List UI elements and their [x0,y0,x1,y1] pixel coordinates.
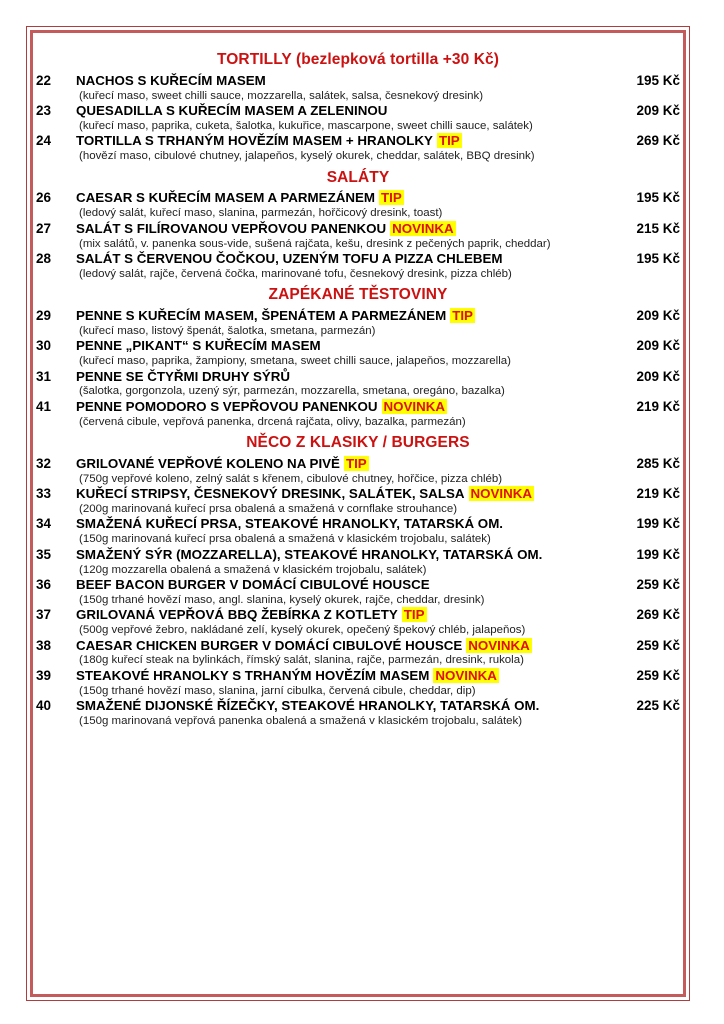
menu-item-name: QUESADILLA S KUŘECÍM MASEM A ZELENINOU [76,103,388,119]
menu-item-badge: NOVINKA [383,398,446,414]
menu-item [36,190,680,220]
menu-item-number: 32 [36,455,52,471]
menu-item-name-wrap [76,338,626,354]
menu-item-title-row [36,577,680,593]
menu-item-name: SMAŽENÝ SÝR (MOZZARELLA), STEAKOVÉ HRANOLKY, TATARSKÁ OM. [76,546,543,562]
menu-item-title-row [36,638,680,654]
menu-item-price: 215 Kč [636,220,680,236]
menu-item-title-row [36,190,680,206]
menu-item-name-wrap [76,251,626,267]
menu-item-badge: NOVINKA [435,667,497,683]
menu-item-name: GRILOVANÉ VEPŘOVÉ KOLENO NA PIVĚ [76,455,340,471]
menu-item-name: PENNE POMODORO S VEPŘOVOU PANENKOU [76,398,378,414]
menu-item-name-wrap [76,221,626,237]
menu-item-name: SALÁT S FILÍROVANOU VEPŘOVOU PANENKOU [76,220,387,236]
menu-item-name: SMAŽENÉ DIJONSKÉ ŘÍZEČKY, STEAKOVÉ HRANOLKY, TATARSKÁ OM. [76,698,540,714]
menu-item-number: 30 [36,338,52,354]
menu-item-number: 35 [36,546,52,562]
menu-item-name-wrap [76,399,626,415]
menu-item-price: 199 Kč [636,546,680,562]
menu-item-name-wrap [76,547,626,563]
menu-item-title-row [36,516,680,532]
menu-item [36,338,680,368]
menu-item [36,308,680,338]
menu-item-title-row [36,668,680,684]
menu-item-description: (180g kuřecí steak na bylinkách, římský salát, slanina, rajče, parmezán, dresink, rukola) [79,654,524,667]
menu-item-name-wrap [76,698,626,714]
menu-item-name: SMAŽENÁ KUŘECÍ PRSA, STEAKOVÉ HRANOLKY, TATARSKÁ OM. [76,516,504,532]
menu-item-number: 41 [36,398,52,414]
menu-item-name: CAESAR CHICKEN BURGER V DOMÁCÍ CIBULOVÉ HOUSCE [76,637,463,653]
menu-item-name: STEAKOVÉ HRANOLKY S TRHANÝM HOVĚZÍM MASEM [76,667,430,683]
menu-item-name: GRILOVANÁ VEPŘOVÁ BBQ ŽEBÍRKA Z KOTLETY [76,607,398,623]
menu-item [36,516,680,546]
menu-item [36,698,680,728]
menu-item-number: 38 [36,637,52,653]
menu-item-description: (kuřecí maso, sweet chilli sauce, mozzarella, salátek, salsa, česnekový dresink) [79,89,484,102]
menu-item-price: 195 Kč [636,250,680,266]
menu-item-description: (kuřecí maso, paprika, cuketa, šalotka, kukuřice, mascarpone, sweet chilli sauce, salátek) [79,120,533,132]
menu-item-name-wrap [76,516,626,532]
menu-item-badge: NOVINKA [468,637,530,653]
menu-item-description: (hovězí maso, cibulové chutney, jalapeňos, kyselý okurek, cheddar, salátek, BBQ dresink) [79,150,535,163]
menu-item-price: 195 Kč [636,72,680,88]
menu-item-name: NACHOS S KUŘECÍM MASEM [76,72,266,88]
menu-item-title-row [36,338,680,354]
menu-item-name-wrap [76,607,626,623]
menu-item-name-wrap [76,577,626,593]
menu-item [36,547,680,577]
section-heading: NĚCO Z KLASIKY / BURGERS [246,434,470,452]
menu-item-name-wrap [76,456,626,472]
menu-item-description: (200g marinovaná kuřecí prsa obalená a smažená v cornflake strouhance) [79,503,458,516]
menu-item-price: 259 Kč [636,576,680,592]
menu-item-name: SALÁT S ČERVENOU ČOČKOU, UZENÝM TOFU A PIZZA CHLEBEM [76,250,503,266]
menu-item-number: 33 [36,486,52,502]
menu-item-description: (ledový salát, rajče, červená čočka, marinované tofu, česnekový dresink, pizza chléb) [79,267,512,280]
menu-item-title-row [36,607,680,623]
menu-item-number: 34 [36,516,52,532]
menu-item [36,103,680,133]
menu-item-name: CAESAR S KUŘECÍM MASEM A PARMEZÁNEM [76,190,376,206]
menu-item-badge: TIP [381,190,402,206]
menu-item-number: 22 [36,72,52,88]
menu-item-description: (150g marinovaná kuřecí prsa obalená a smažená v klasickém trojobalu, salátek) [79,533,491,546]
menu-item-number: 36 [36,576,52,592]
menu-item-title-row [36,486,680,502]
menu-item-name-wrap [76,190,626,206]
menu-item-price: 199 Kč [636,516,680,532]
menu-item-name-wrap [76,668,626,684]
menu-item-name-wrap [76,369,626,385]
menu-item-title-row [36,221,680,237]
menu-item-price: 209 Kč [636,308,680,324]
menu-item-description: (150g trhané hovězí maso, slanina, jarní cibulka, červená cibule, cheddar, dip) [79,684,476,697]
menu-item-badge: NOVINKA [392,220,454,236]
menu-item [36,577,680,607]
menu-item-title-row [36,399,680,415]
menu-item-price: 195 Kč [636,190,680,206]
menu-item-title-row [36,456,680,472]
menu-item [36,486,680,516]
menu-item-name-wrap [76,103,626,119]
menu-item-badge: TIP [438,133,460,149]
menu-item [36,369,680,399]
menu-item-price: 269 Kč [636,607,680,623]
menu-item [36,607,680,637]
menu-item [36,73,680,103]
menu-item-description: (kuřecí maso, listový špenát, šalotka, smetana, parmezán) [79,324,376,337]
menu-item-description: (150g marinovaná vepřová panenka obalená a smažená v klasickém trojobalu, salátek) [79,714,523,727]
menu-item-price: 209 Kč [636,368,680,384]
menu-item-title-row [36,73,680,89]
menu-item-title-row [36,369,680,385]
menu-item-title-row [36,103,680,119]
menu-item-description: (šalotka, gorgonzola, uzený sýr, parmezán, mozzarella, smetana, oregáno, bazalka) [79,385,505,398]
menu-item-number: 24 [36,133,52,149]
menu-item-price: 259 Kč [636,667,680,683]
menu-item [36,399,680,429]
menu-item-price: 285 Kč [636,455,680,471]
menu-item-name-wrap [76,308,626,324]
menu-item-price: 209 Kč [636,338,680,354]
menu-item-name-wrap [76,486,626,502]
menu-item-number: 37 [36,607,52,623]
menu-item-name: BEEF BACON BURGER V DOMÁCÍ CIBULOVÉ HOUSCE [76,576,430,592]
menu-item-badge: TIP [345,455,367,471]
menu-item-description: (750g vepřové koleno, zelný salát s křenem, cibulové chutney, hořčice, pizza chléb) [79,472,503,485]
menu-item-name-wrap [76,638,626,654]
menu-item-price: 209 Kč [636,103,680,119]
menu-item-description: (kuřecí maso, paprika, žampiony, smetana, sweet chilli sauce, jalapeňos, mozzarella) [79,355,511,368]
menu-item-title-row [36,547,680,563]
menu-item-badge: TIP [403,607,425,623]
menu-item-price: 219 Kč [636,398,680,414]
menu-item-name: PENNE S KUŘECÍM MASEM, ŠPENÁTEM A PARMEZÁNEM [76,308,447,324]
menu-content [36,46,680,990]
menu-item-price: 269 Kč [636,133,680,149]
menu-item-number: 23 [36,103,52,119]
menu-item-price: 225 Kč [636,698,680,714]
menu-item [36,221,680,251]
section-heading: SALÁTY [326,168,390,186]
menu-item-badge: TIP [452,308,473,324]
menu-item-title-row [36,133,680,149]
menu-item-number: 39 [36,667,52,683]
menu-item-name: TORTILLA S TRHANÝM HOVĚZÍM MASEM + HRANOLKY [76,133,433,149]
menu-item [36,133,680,163]
menu-item-description: (500g vepřové žebro, nakládané zelí, kyselý okurek, opečený špekový chléb, jalapeňos) [79,624,526,637]
menu-item-description: (ledový salát, kuřecí maso, slanina, parmezán, hořčicový dresink, toast) [79,207,443,220]
menu-item [36,456,680,486]
menu-item-title-row [36,698,680,714]
menu-item-title-row [36,308,680,324]
menu-item-name: KUŘECÍ STRIPSY, ČESNEKOVÝ DRESINK, SALÁTEK, SALSA [76,486,465,502]
menu-item [36,251,680,281]
menu-item-badge: NOVINKA [470,486,533,502]
menu-item-price: 259 Kč [636,637,680,653]
menu-item-title-row [36,251,680,267]
menu-item-name: PENNE SE ČTYŘMI DRUHY SÝRŮ [76,368,291,384]
menu-item-description: (červená cibule, vepřová panenka, drcená rajčata, olivy, bazalka, parmezán) [79,415,466,428]
menu-item-number: 29 [36,308,52,324]
menu-item-name-wrap [76,133,626,149]
menu-item-name: PENNE „PIKANT“ S KUŘECÍM MASEM [76,338,321,354]
menu-item-number: 27 [36,220,52,236]
menu-item [36,668,680,698]
menu-item-number: 31 [36,368,52,384]
section-heading: ZAPÉKANÉ TĚSTOVINY [268,286,448,304]
menu-item [36,638,680,668]
menu-item-number: 26 [36,190,52,206]
menu-item-number: 28 [36,250,52,266]
menu-item-description: (150g trhané hovězí maso, angl. slanina, kyselý okurek, rajče, cheddar, dresink) [79,593,485,606]
menu-item-number: 40 [36,698,52,714]
menu-item-description: (mix salátů, v. panenka sous-vide, sušená rajčata, kešu, dresink z pečených paprik, cheddar) [79,237,551,250]
section-heading: TORTILLY (bezlepková tortilla +30 Kč) [216,51,500,68]
menu-item-description: (120g mozzarella obalená a smažená v klasickém trojobalu, salátek) [79,563,427,576]
menu-item-price: 219 Kč [636,486,680,502]
menu-item-name-wrap [76,73,626,89]
